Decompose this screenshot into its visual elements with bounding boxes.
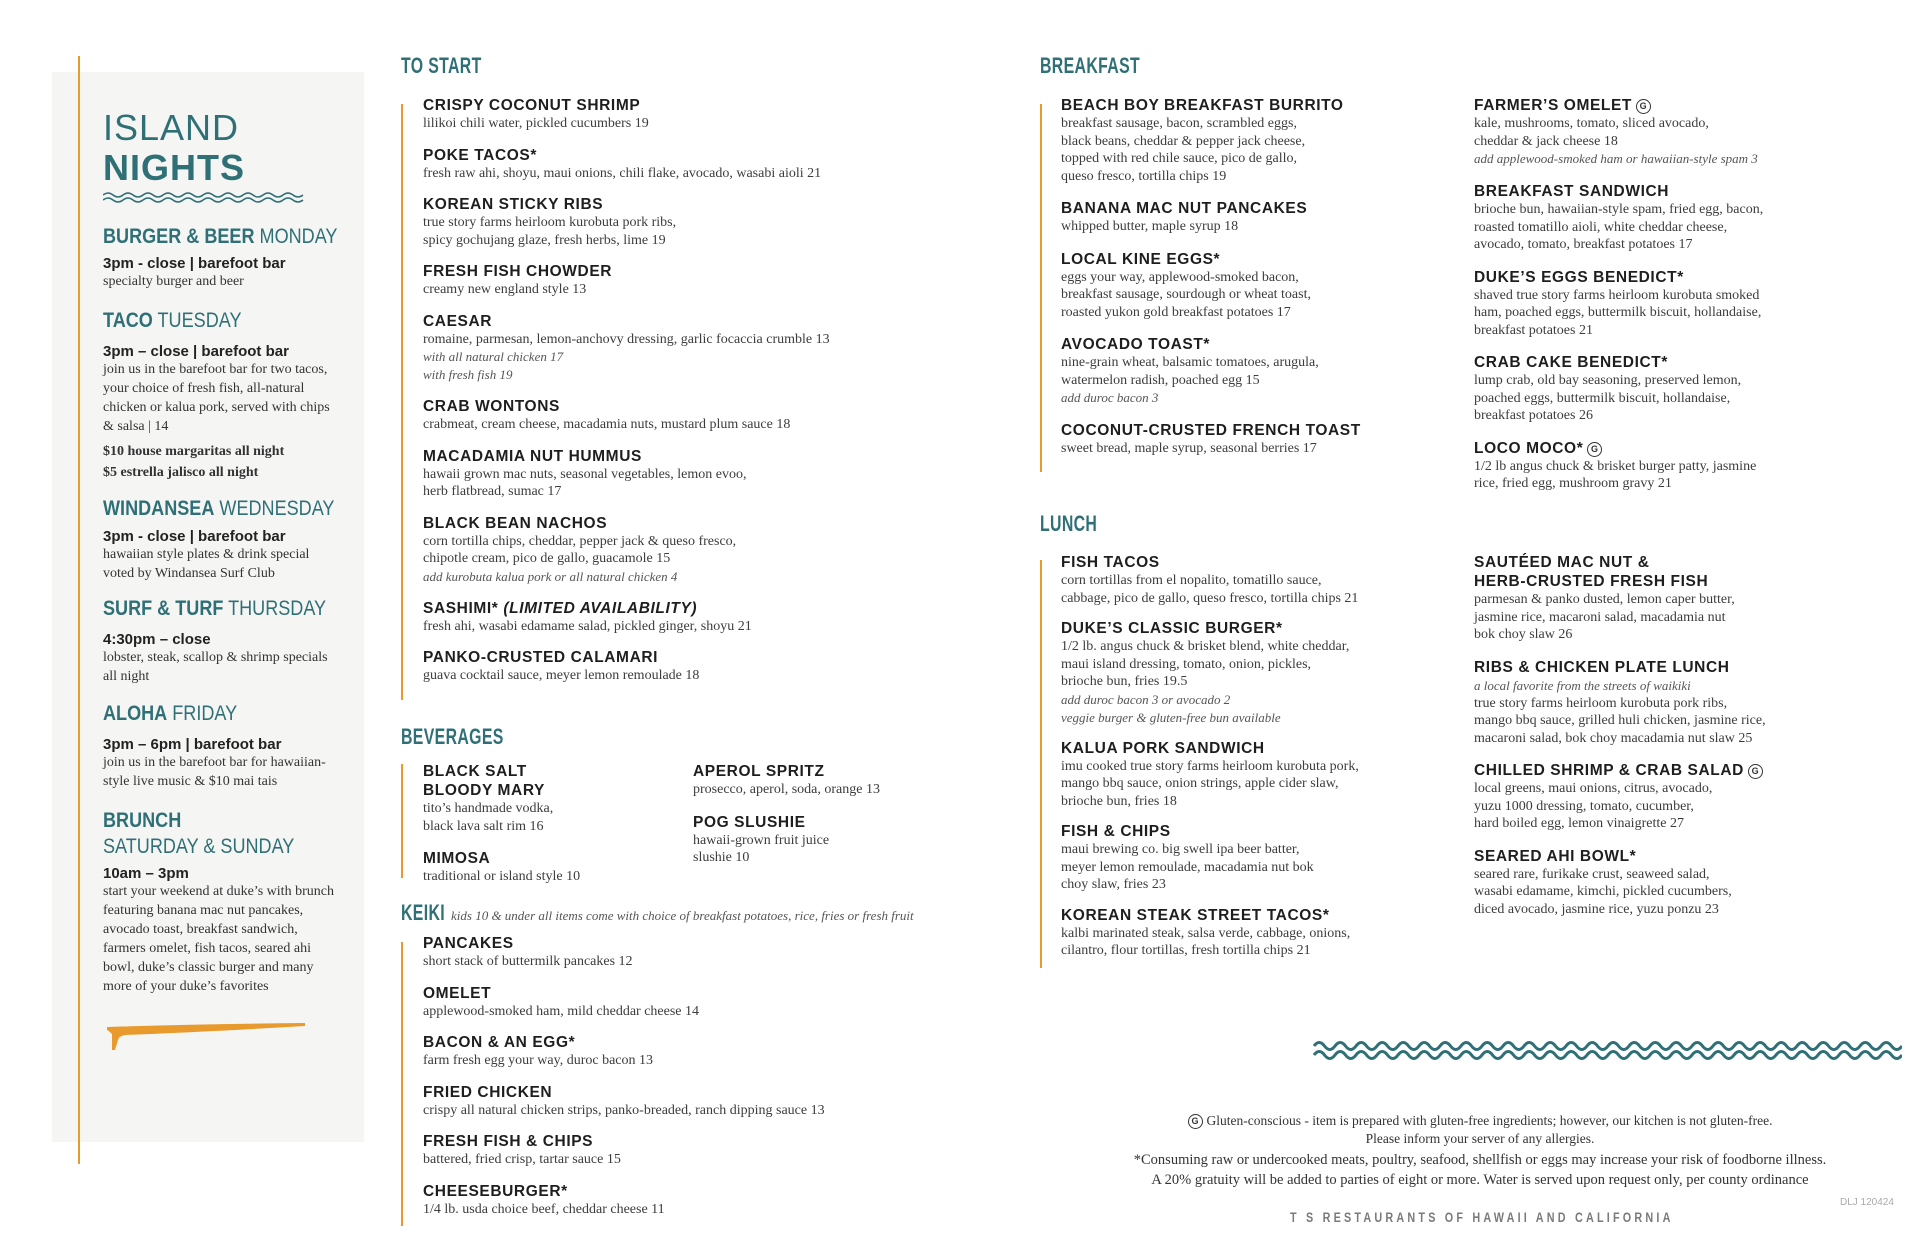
menu-item-name: CRAB CAKE BENEDICT*	[1474, 354, 1668, 371]
menu-item-name: LOCO MOCO*	[1474, 439, 1584, 457]
lunch-left-list	[1061, 553, 1461, 960]
menu-item-name: BLACK SALT BLOODY MARY	[423, 763, 545, 799]
beverages-right	[693, 762, 953, 867]
event-special: $10 house margaritas all night	[103, 444, 285, 460]
menu-item-name: CAESAR	[423, 312, 493, 330]
menu-item-desc: parmesan & panko dusted, lemon caper butter, jasmine rice, macaroni salad, macadamia nut bok choy slaw 26	[1474, 592, 1735, 642]
menu-item-desc: 1/2 lb angus chuck & brisket burger patty, jasmine rice, fried egg, mushroom gravy 21	[1474, 458, 1757, 491]
surfboard-icon	[103, 1022, 309, 1052]
menu-item-name: BLACK BEAN NACHOS	[423, 514, 608, 532]
menu-item	[1061, 421, 1461, 458]
event-time: 3pm - close | barefoot bar	[103, 255, 286, 273]
event-desc: hawaiian style plates & drink special voted by Windansea Surf Club	[103, 546, 310, 581]
event-special: $5 estrella jalisco all night	[103, 465, 259, 481]
event-time: 3pm – close | barefoot bar	[103, 343, 289, 361]
section-title-keiki: KEIKI	[401, 900, 446, 925]
lunch-right-list	[1474, 553, 1894, 918]
menu-item	[1061, 906, 1461, 960]
menu-item-name: KOREAN STICKY RIBS	[423, 196, 604, 213]
menu-item	[1061, 335, 1461, 407]
menu-item-desc: romaine, parmesan, lemon-anchovy dressing, garlic focaccia crumble 13	[423, 331, 830, 347]
menu-item-name: AVOCADO TOAST*	[1061, 336, 1211, 353]
menu-item	[423, 96, 963, 133]
island-nights-title: ISLAND NIGHTS	[103, 107, 246, 188]
menu-item-name: POG SLUSHIE	[693, 813, 806, 831]
menu-item	[423, 195, 963, 249]
menu-item-desc: 1/4 lb. usda choice beef, cheddar cheese 11	[423, 1201, 665, 1217]
menu-item-addon: with fresh fish 19	[423, 367, 513, 382]
menu-item-desc: breakfast sausage, bacon, scrambled eggs, black beans, cheddar & pepper jack cheese, topped with red chile sauce, pico de gallo, queso fresco, tortilla chips 19	[1061, 116, 1306, 184]
gluten-conscious-icon: G	[1748, 764, 1763, 779]
menu-item	[1474, 658, 1894, 748]
menu-code: DLJ 120424	[1840, 1197, 1894, 1208]
menu-item	[1474, 182, 1894, 254]
menu-item	[423, 312, 963, 385]
menu-item-desc: hawaii-grown fruit juice slushie 10	[693, 832, 830, 865]
menu-item-desc: battered, fried crisp, tartar sauce 15	[423, 1152, 621, 1167]
menu-item	[1474, 353, 1894, 425]
menu-item	[1061, 199, 1461, 236]
section-accent-bar	[1040, 560, 1042, 968]
event-wednesday: WINDANSEA WEDNESDAY 3pm - close | barefoot bar hawaiian style plates & drink special voted by Windansea Surf Club	[103, 497, 343, 582]
menu-item	[1474, 96, 1894, 168]
keiki-list	[423, 934, 963, 1218]
section-accent-bar	[401, 104, 403, 700]
event-desc: join us in the barefoot bar for two tacos, your choice of fresh fish, all-natural chicken or kalua pork, served with chips & salsa | 14	[103, 362, 330, 435]
section-accent-bar	[401, 764, 403, 878]
keiki-header	[401, 900, 914, 926]
menu-item-desc: seared rare, furikake crust, seaweed salad, wasabi edamame, kimchi, pickled cucumbers, diced avocado, jasmine rice, yuzu ponzu 23	[1474, 866, 1732, 917]
menu-item-desc: 1/2 lb. angus chuck & brisket blend, white cheddar, maui island dressing, tomato, onion, pickles, brioche bun, fries 19.5	[1061, 639, 1350, 689]
wave-divider-icon	[103, 191, 309, 203]
menu-item	[1061, 619, 1461, 727]
breakfast-left-list	[1061, 96, 1461, 458]
menu-item-desc: corn tortillas from el nopalito, tomatillo sauce, cabbage, pico de gallo, queso fresco, tortilla chips 21	[1061, 573, 1359, 606]
section-title-breakfast: BREAKFAST	[1040, 53, 1141, 78]
menu-item-desc: applewood-smoked ham, mild cheddar cheese 14	[423, 1003, 700, 1019]
event-desc: specialty burger and beer	[103, 274, 244, 290]
company-name: T S RESTAURANTS OF HAWAII AND CALIFORNIA	[1290, 1210, 1674, 1225]
menu-item-desc: fresh raw ahi, shoyu, maui onions, chili flake, avocado, wasabi aioli 21	[423, 165, 822, 181]
to-start-list	[423, 96, 963, 685]
menu-item	[423, 262, 963, 299]
menu-item-name: DUKE’S EGGS BENEDICT*	[1474, 268, 1684, 286]
menu-item-name: SAUTÉED MAC NUT & HERB-CRUSTED FRESH FISH	[1474, 554, 1709, 590]
menu-item-desc: lilikoi chili water, pickled cucumbers 19	[423, 116, 649, 131]
menu-item-desc: sweet bread, maple syrup, seasonal berries 17	[1061, 441, 1317, 456]
menu-item	[423, 514, 963, 586]
menu-item-name: CRISPY COCONUT SHRIMP	[423, 97, 641, 114]
event-tuesday: TACO TUESDAY 3pm – close | barefoot bar join us in the barefoot bar for two tacos, your choice of fresh fish, all-natural chicken or kalua pork, served with chips & salsa | 14 $10 house margaritas all night $5 estrella jalisco all night	[103, 309, 343, 481]
menu-item-desc: true story farms heirloom kurobuta pork ribs, spicy gochujang glaze, fresh herbs, lime 19	[423, 215, 677, 248]
menu-item-name: MIMOSA	[423, 850, 491, 867]
gluten-conscious-icon: G	[1188, 1114, 1203, 1129]
menu-item	[423, 599, 963, 636]
beverages-left	[423, 762, 683, 886]
menu-item-addon: add applewood-smoked ham or hawaiian-style spam 3	[1474, 151, 1758, 166]
menu-item-name: APEROL SPRITZ	[693, 763, 825, 780]
section-title-beverages: BEVERAGES	[401, 724, 504, 749]
event-time: 4:30pm – close	[103, 630, 211, 648]
menu-item-name: SASHIMI*	[423, 599, 499, 617]
island-nights-content	[103, 108, 343, 1052]
foodborne-warning: *Consuming raw or undercooked meats, poultry, seafood, shellfish or eggs may increase your risk of foodborne illness.	[1133, 1152, 1827, 1168]
menu-item-addon: with all natural chicken 17	[423, 349, 564, 364]
menu-item-name: BACON & AN EGG*	[423, 1034, 576, 1051]
menu-item	[1474, 761, 1894, 833]
menu-item	[1474, 847, 1894, 919]
menu-item-name: FRESH FISH & CHIPS	[423, 1133, 594, 1150]
menu-item-desc: brioche bun, hawaiian-style spam, fried egg, bacon, roasted tomatillo aioli, white cheddar cheese, avocado, tomato, breakfast potatoes 17	[1474, 202, 1764, 252]
menu-item-name: CRAB WONTONS	[423, 398, 560, 415]
menu-item-name: FRESH FISH CHOWDER	[423, 263, 613, 280]
menu-item-name: DUKE’S CLASSIC BURGER*	[1061, 620, 1283, 637]
menu-item-desc: tito’s handmade vodka, black lava salt rim 16	[423, 801, 554, 834]
gluten-note: G Gluten-conscious - item is prepared with gluten-free ingredients; however, our kitchen is not gluten-free.	[1060, 1112, 1900, 1130]
breakfast-right-list	[1474, 96, 1894, 493]
menu-item-availability: (LIMITED AVAILABILITY)	[503, 599, 698, 617]
menu-item	[1061, 822, 1461, 894]
event-time: 3pm - close | barefoot bar	[103, 527, 286, 545]
menu-item-name: CHEESEBURGER*	[423, 1182, 568, 1200]
menu-item	[423, 1083, 963, 1120]
menu-item-name: KALUA PORK SANDWICH	[1061, 739, 1265, 757]
menu-item-desc: eggs your way, applewood-smoked bacon, breakfast sausage, sourdough or wheat toast, roasted yukon gold breakfast potatoes 17	[1061, 269, 1311, 320]
gratuity-note: A 20% gratuity will be added to parties of eight or more. Water is served upon request only, per county ordinance	[1151, 1172, 1809, 1188]
menu-item-desc: kale, mushrooms, tomato, sliced avocado, cheddar & jack cheese 18	[1474, 116, 1709, 149]
gluten-conscious-icon: G	[1587, 442, 1602, 457]
menu-item-name: LOCAL KINE EGGS*	[1061, 250, 1221, 268]
event-time: 10am – 3pm	[103, 865, 189, 883]
menu-item	[423, 984, 963, 1021]
menu-item-desc: shaved true story farms heirloom kurobuta smoked ham, poached eggs, buttermilk biscuit, hollandaise, breakfast potatoes 21	[1474, 287, 1762, 338]
event-monday: BURGER & BEER MONDAY 3pm - close | barefoot bar specialty burger and beer	[103, 225, 343, 291]
event-desc: lobster, steak, scallop & shrimp specials all night	[103, 649, 328, 684]
menu-item	[423, 146, 963, 183]
menu-item	[423, 1132, 963, 1169]
keiki-note: kids 10 & under all items come with choice of breakfast potatoes, rice, fries or fresh fruit	[451, 908, 914, 923]
menu-item-desc: whipped butter, maple syrup 18	[1061, 219, 1239, 234]
sidebar-accent-line	[78, 56, 80, 1164]
menu-item-name: COCONUT-CRUSTED FRENCH TOAST	[1061, 422, 1361, 439]
wave-decoration-icon	[1312, 1038, 1902, 1062]
menu-item	[423, 648, 963, 685]
event-thursday: SURF & TURF THURSDAY 4:30pm – close lobster, steak, scallop & shrimp specials all night	[103, 597, 343, 686]
menu-item-desc: crispy all natural chicken strips, panko-breaded, ranch dipping sauce 13	[423, 1102, 825, 1118]
menu-item-desc: corn tortilla chips, cheddar, pepper jack & queso fresco, chipotle cream, pico de gallo, guacamole 15	[423, 533, 737, 566]
menu-item-tagline: a local favorite from the streets of waikiki	[1474, 677, 1691, 693]
menu-item-desc: traditional or island style 10	[423, 869, 581, 884]
menu-item-addon: add duroc bacon 3 or avocado 2	[1061, 691, 1231, 707]
menu-item	[1061, 553, 1461, 607]
menu-item-name: PANCAKES	[423, 935, 514, 952]
menu-item	[423, 934, 963, 971]
menu-item-name: KOREAN STEAK STREET TACOS*	[1061, 906, 1330, 924]
menu-item-desc: lump crab, old bay seasoning, preserved lemon, poached eggs, buttermilk biscuit, hollandaise, breakfast potatoes 26	[1474, 373, 1742, 423]
menu-item-name: CHILLED SHRIMP & CRAB SALAD	[1474, 762, 1744, 779]
menu-item	[423, 1182, 963, 1219]
event-desc: join us in the barefoot bar for hawaiian-style live music & $10 mai tais	[103, 754, 326, 789]
menu-item-name: POKE TACOS*	[423, 146, 537, 164]
menu-item	[1474, 439, 1894, 493]
section-accent-bar	[1040, 104, 1042, 472]
menu-item-desc: maui brewing co. big swell ipa beer batter, meyer lemon remoulade, macadamia nut bok choy slaw, fries 23	[1061, 842, 1314, 892]
menu-item	[1061, 739, 1461, 811]
menu-item	[423, 447, 963, 501]
menu-item-name: BEACH BOY BREAKFAST BURRITO	[1061, 97, 1344, 114]
menu-item-desc: creamy new england style 13	[423, 282, 587, 297]
menu-item-name: MACADAMIA NUT HUMMUS	[423, 447, 642, 465]
menu-item-desc: short stack of buttermilk pancakes 12	[423, 954, 633, 969]
menu-item-desc: imu cooked true story farms heirloom kurobuta pork, mango bbq sauce, onion strings, apple cider slaw, brioche bun, fries 18	[1061, 758, 1359, 809]
menu-item	[1474, 268, 1894, 340]
menu-item-desc: crabmeat, cream cheese, macadamia nuts, mustard plum sauce 18	[423, 417, 791, 432]
event-desc: start your weekend at duke’s with brunch featuring banana mac nut pancakes, avocado toast, breakfast sandwich, farmers omelet, fish tacos, seared ahi bowl, duke’s classic burger and many more of your duke’s favorites	[103, 884, 334, 995]
gluten-conscious-icon: G	[1636, 99, 1651, 114]
menu-item-name: BANANA MAC NUT PANCAKES	[1061, 200, 1308, 217]
event-friday: ALOHA FRIDAY 3pm – 6pm | barefoot bar join us in the barefoot bar for hawaiian-style live music & $10 mai tais	[103, 702, 343, 791]
menu-item-name: BREAKFAST SANDWICH	[1474, 183, 1670, 200]
menu-item-desc: farm fresh egg your way, duroc bacon 13	[423, 1053, 654, 1068]
allergy-note: Please inform your server of any allergies.	[1365, 1131, 1595, 1146]
menu-item-name: PANKO-CRUSTED CALAMARI	[423, 649, 659, 666]
menu-item-addon: add duroc bacon 3	[1061, 390, 1159, 405]
section-title-to-start: TO START	[401, 53, 482, 78]
menu-item-addon: add kurobuta kalua pork or all natural chicken 4	[423, 568, 678, 584]
menu-item-name: FISH TACOS	[1061, 554, 1160, 571]
menu-item-name: FARMER’S OMELET	[1474, 97, 1632, 114]
menu-item-name: FRIED CHICKEN	[423, 1083, 553, 1101]
menu-item-name: SEARED AHI BOWL*	[1474, 847, 1637, 865]
menu-item	[423, 397, 963, 434]
menu-item-name: RIBS & CHICKEN PLATE LUNCH	[1474, 658, 1730, 676]
menu-item	[1061, 96, 1461, 185]
menu-item	[423, 1033, 963, 1070]
menu-item-desc: local greens, maui onions, citrus, avocado, yuzu 1000 dressing, tomato, cucumber, hard boiled egg, lemon vinaigrette 27	[1474, 781, 1713, 831]
menu-item-desc: true story farms heirloom kurobuta pork ribs, mango bbq sauce, grilled huli chicken, jasmine rice, macaroni salad, bok choy macadamia nut slaw 25	[1474, 695, 1766, 746]
menu-item-name: OMELET	[423, 984, 492, 1002]
menu-item-desc: nine-grain wheat, balsamic tomatoes, arugula, watermelon radish, poached egg 15	[1061, 355, 1319, 388]
menu-item-desc: guava cocktail sauce, meyer lemon remoulade 18	[423, 668, 700, 683]
menu-item-desc: hawaii grown mac nuts, seasonal vegetables, lemon evoo, herb flatbread, sumac 17	[423, 466, 747, 499]
footer-notes	[1060, 1112, 1900, 1190]
menu-item-desc: kalbi marinated steak, salsa verde, cabbage, onions, cilantro, flour tortillas, fresh tortilla chips 21	[1061, 925, 1351, 958]
menu-item-name: FISH & CHIPS	[1061, 823, 1171, 840]
menu-item	[1474, 553, 1894, 644]
event-time: 3pm – 6pm | barefoot bar	[103, 735, 282, 753]
event-brunch: BRUNCH SATURDAY & SUNDAY 10am – 3pm start your weekend at duke’s with brunch featuring banana mac nut pancakes, avocado toast, breakfast sandwich, farmers omelet, fish tacos, seared ahi bowl, duke’s classic burger and many more of your duke’s favorites	[103, 809, 343, 996]
menu-item-desc: prosecco, aperol, soda, orange 13	[693, 782, 880, 797]
section-accent-bar	[401, 942, 403, 1226]
menu-item	[1061, 250, 1461, 322]
menu-item-addon: veggie burger & gluten-free bun available	[1061, 709, 1281, 725]
menu-item-desc: fresh ahi, wasabi edamame salad, pickled ginger, shoyu 21	[423, 618, 752, 634]
section-title-lunch: LUNCH	[1040, 511, 1098, 536]
